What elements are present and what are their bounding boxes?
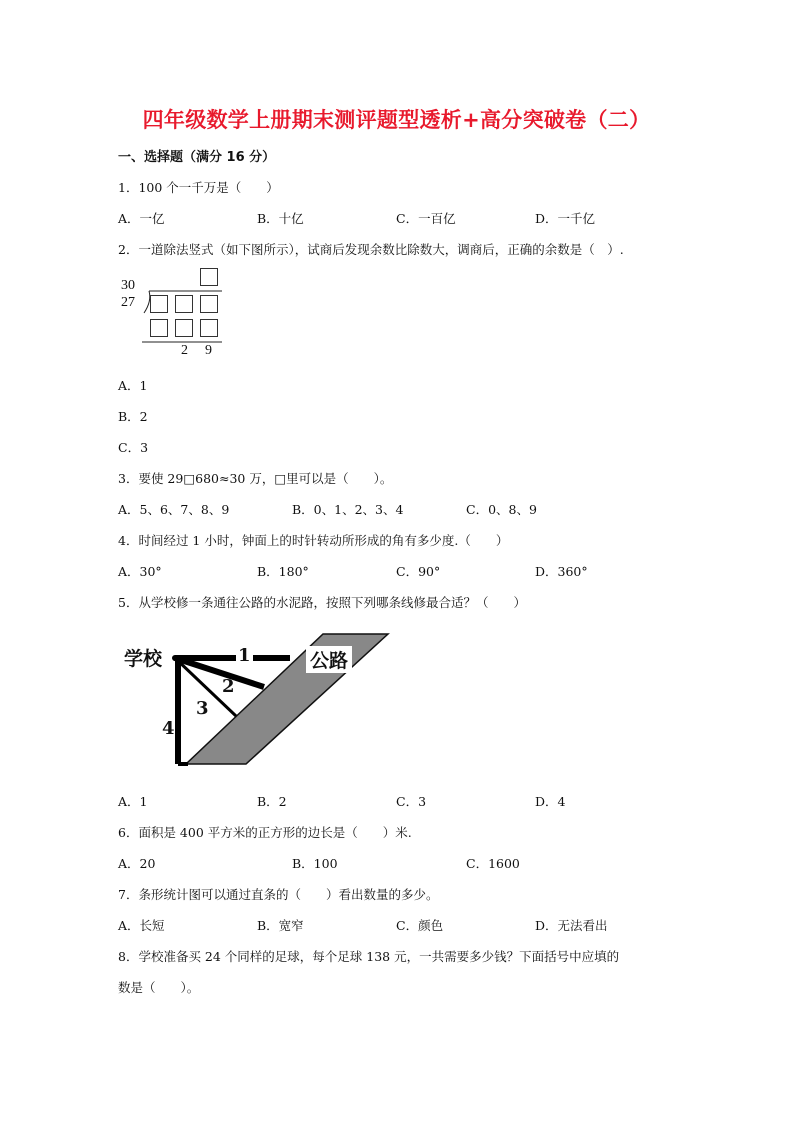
q1-option-c: C．一百亿 (396, 211, 456, 226)
line-label-3: 3 (196, 698, 209, 719)
q3-option-c: C．0、8、9 (466, 502, 537, 517)
q3-option-a: A．5、6、7、8、9 (118, 502, 230, 517)
question-5: 5．从学校修一条通往公路的水泥路，按照下列哪条线修最合适？（ ） (118, 595, 526, 610)
question-3: 3．要使 29□680≈30 万，□里可以是（ ）。 (118, 471, 393, 486)
question-8-continued: 数是（ ）。 (118, 980, 200, 995)
digit-box (175, 295, 193, 313)
line-label-1: 1 (238, 645, 251, 666)
q5-option-d: D．4 (535, 794, 566, 809)
q4-option-b: B．180° (257, 564, 309, 579)
question-4: 4．时间经过 1 小时，钟面上的时针转动所形成的角有多少度.（ ） (118, 533, 509, 548)
q5-option-b: B．2 (257, 794, 287, 809)
line-label-4: 4 (162, 718, 175, 739)
dividend-top: 30 (121, 278, 135, 293)
digit-box (200, 295, 218, 313)
q1-option-b: B．十亿 (257, 211, 304, 226)
q4-option-a: A．30° (118, 564, 162, 579)
q6-option-c: C．1600 (466, 856, 520, 871)
division-figure (118, 266, 228, 361)
question-2: 2．一道除法竖式（如下图所示），试商后发现余数比除数大，调商后，正确的余数是（ ）. (118, 242, 624, 257)
q2-option-a: A．1 (118, 378, 148, 393)
question-7: 7．条形统计图可以通过直条的（ ）看出数量的多少。 (118, 887, 439, 902)
q7-option-d: D．无法看出 (535, 918, 608, 933)
q6-option-b: B．100 (292, 856, 338, 871)
q5-option-a: A．1 (118, 794, 148, 809)
q7-option-b: B．宽窄 (257, 918, 304, 933)
q1-option-d: D．一千亿 (535, 211, 596, 226)
q4-option-d: D．360° (535, 564, 588, 579)
question-8: 8．学校准备买 24 个同样的足球，每个足球 138 元，一共需要多少钱？下面括号中应填的 (118, 949, 620, 964)
question-6: 6．面积是 400 平方米的正方形的边长是（ ）米. (118, 825, 412, 840)
q4-option-c: C．90° (396, 564, 441, 579)
q2-option-b: B．2 (118, 409, 148, 424)
q6-option-a: A．20 (118, 856, 156, 871)
line-label-2: 2 (222, 676, 235, 697)
q7-option-c: C．颜色 (396, 918, 444, 933)
digit-box (150, 295, 168, 313)
q5-option-c: C．3 (396, 794, 427, 809)
q3-option-b: B．0、1、2、3、4 (292, 502, 404, 517)
document-title: 四年级数学上册期末测评题型透析+高分突破卷（二） (142, 108, 651, 132)
q1-option-a: A．一亿 (118, 211, 165, 226)
section-heading: 一、选择题（满分 16 分） (118, 150, 276, 165)
remainder-digit: 2 (181, 343, 188, 358)
q7-option-a: A．长短 (118, 918, 165, 933)
road-label: 公路 (306, 646, 352, 673)
remainder-digit: 9 (205, 343, 212, 358)
divisor: 27 (121, 295, 135, 310)
digit-box (175, 319, 193, 337)
road-figure (118, 630, 393, 770)
question-1: 1．100 个一千万是（ ） (118, 180, 279, 195)
digit-box (200, 319, 218, 337)
digit-box (150, 319, 168, 337)
q2-option-c: C．3 (118, 440, 149, 455)
school-label: 学校 (124, 648, 163, 670)
